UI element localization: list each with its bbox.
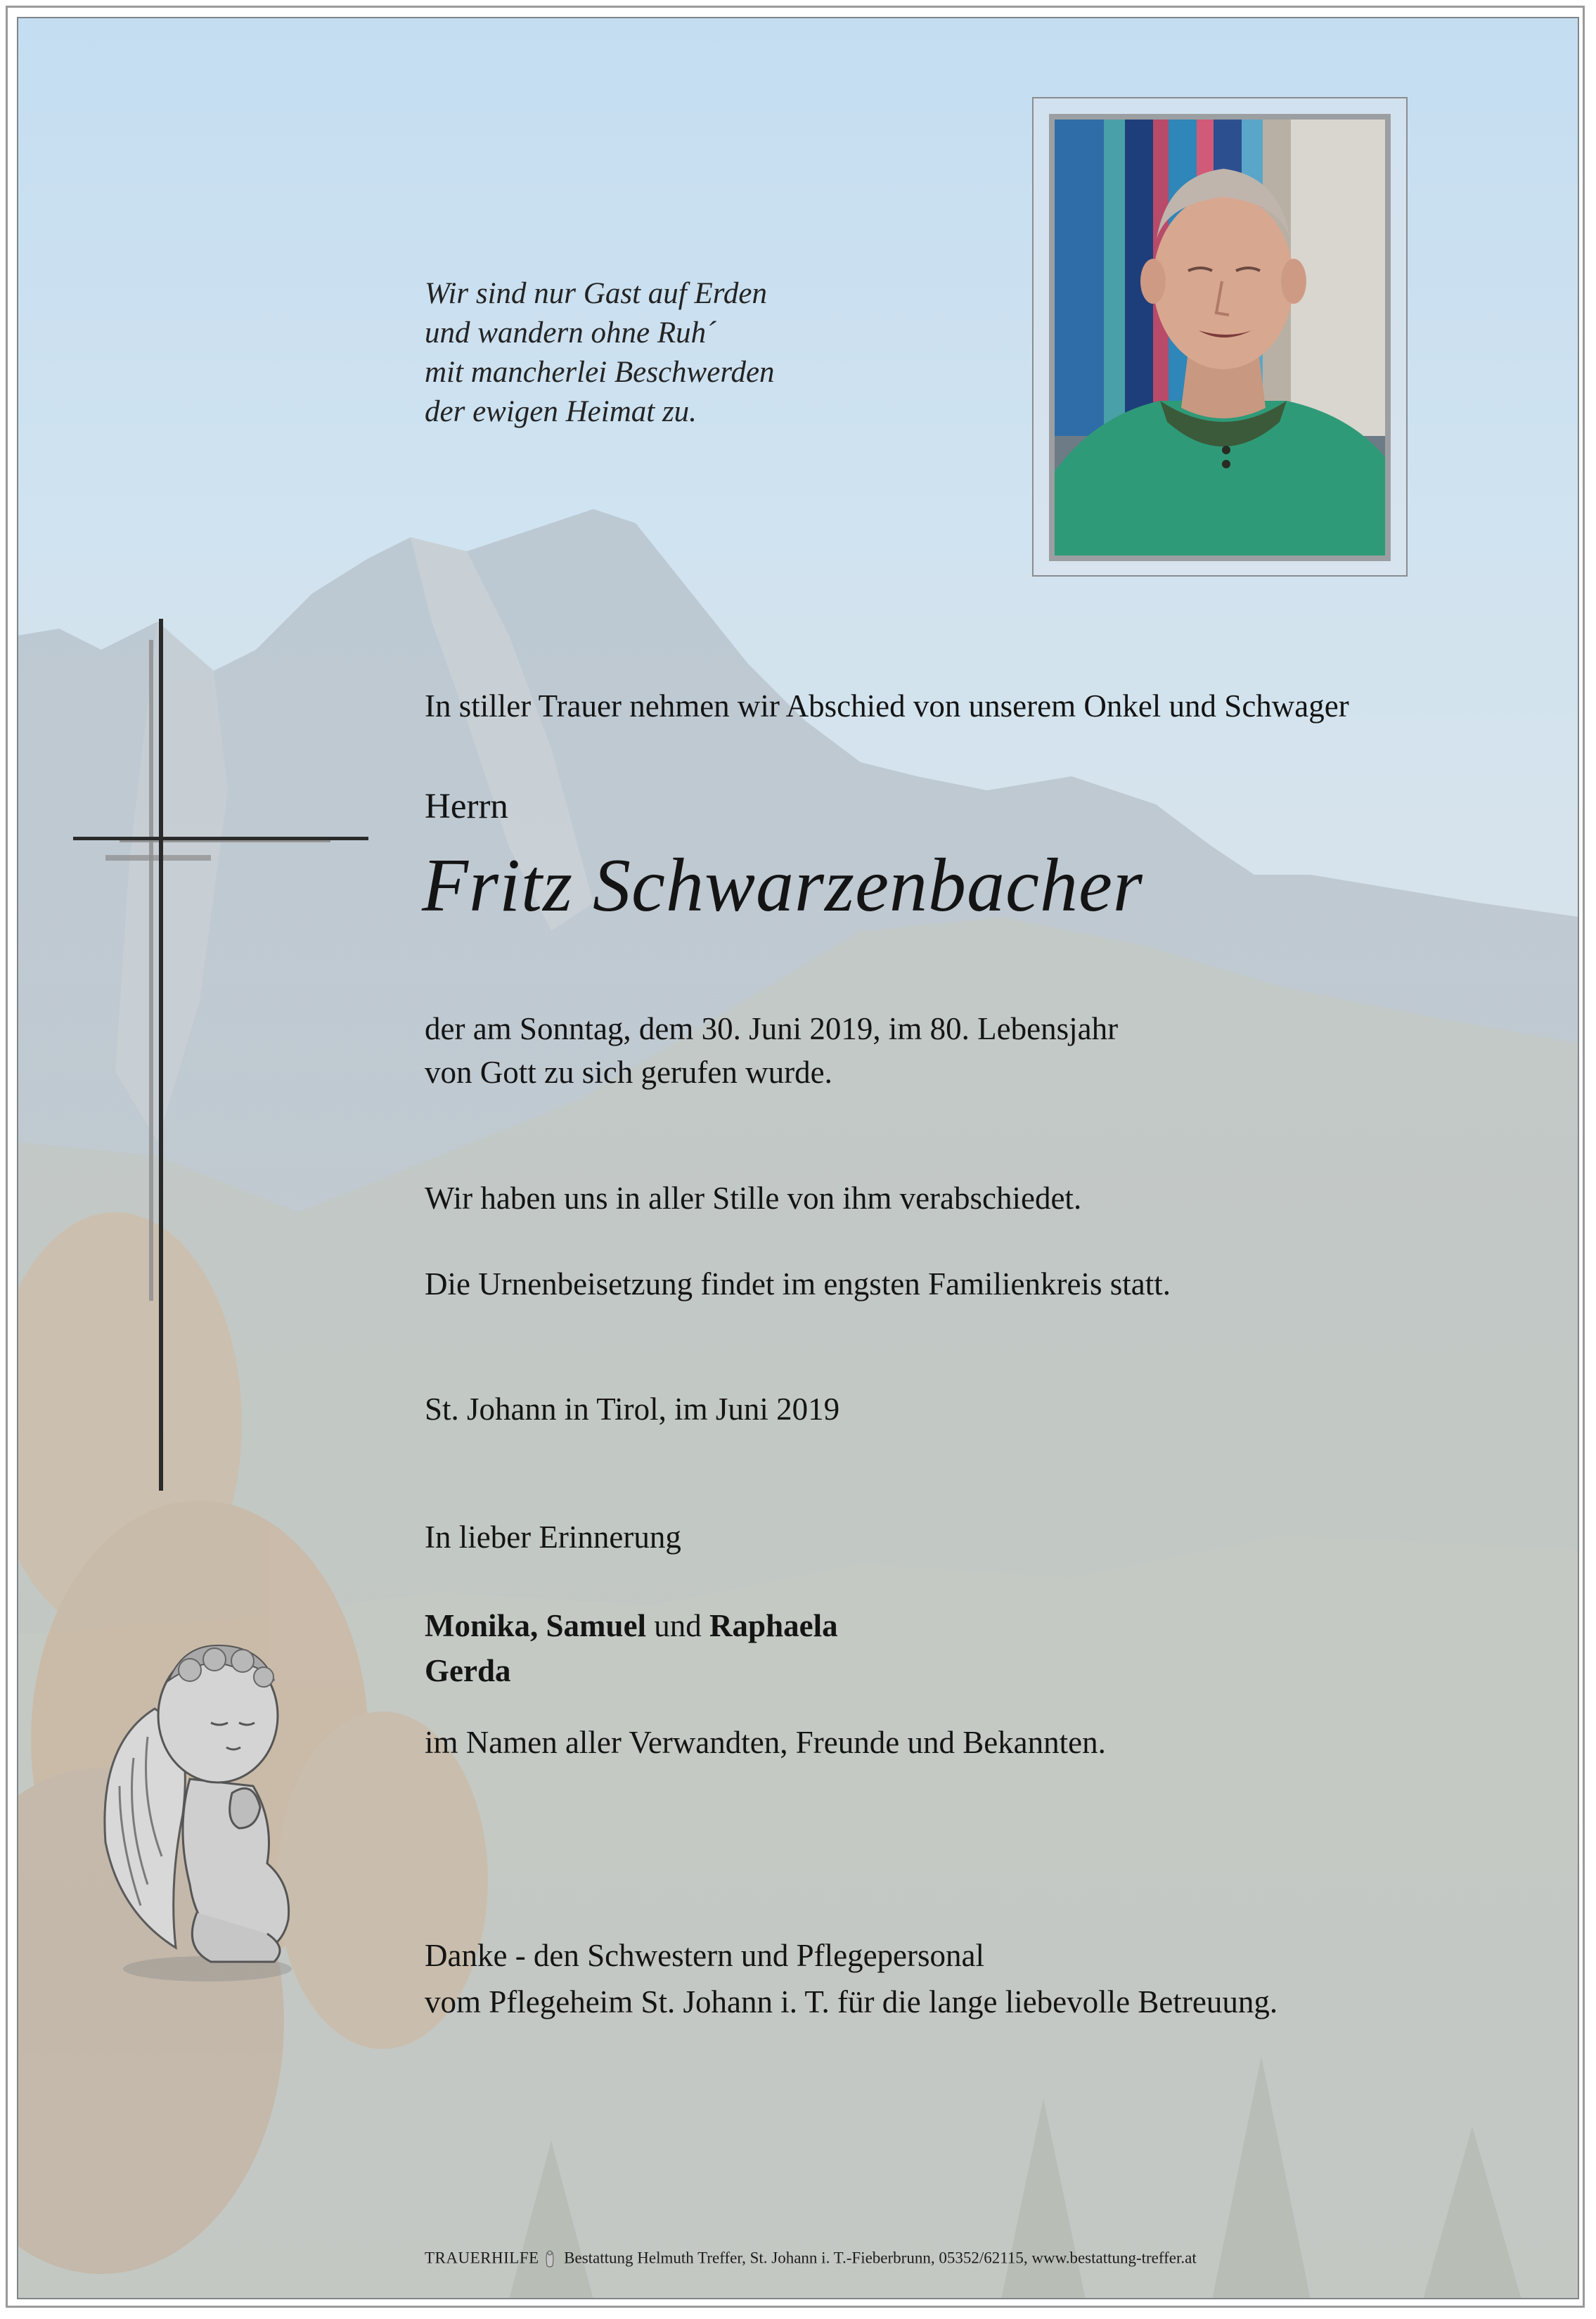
mourners-line (425, 1603, 838, 1648)
death-notice-line: von Gott zu sich gerufen wurde. (425, 1055, 832, 1090)
urn-burial-text: Die Urnenbeisetzung findet im engsten Familienkreis statt. (425, 1266, 1171, 1302)
mourner-name: Gerda (425, 1653, 511, 1688)
mourners (425, 1603, 838, 1693)
cross-icon (63, 619, 373, 1491)
poem-quote (425, 274, 917, 432)
memory-text: In lieber Erinnerung (425, 1520, 681, 1555)
angel-figurine-icon (91, 1617, 316, 1983)
thanks-line: vom Pflegeheim St. Johann i. T. für die lange liebevolle Betreuung. (425, 1984, 1278, 2019)
salutation: Herrn (425, 787, 508, 826)
quote-line: mit mancherlei Beschwerden (425, 356, 775, 389)
angel-mini-icon (544, 2249, 555, 2270)
mourner-name: Raphaela (709, 1608, 838, 1643)
quote-line: Wir sind nur Gast auf Erden (425, 277, 767, 310)
death-notice (425, 1007, 1118, 1094)
footer (425, 2249, 1197, 2270)
farewell-text: Wir haben uns in aller Stille von ihm verabschiedet. (425, 1181, 1082, 1216)
footer-text: Bestattung Helmuth Treffer, St. Johann i. T.-Fieberbrunn, 05352/62115, www.bestattung-treffer.at (564, 2249, 1197, 2267)
mourner-name: Samuel (546, 1608, 647, 1643)
mourner-name: Monika, (425, 1608, 539, 1643)
place-date: St. Johann in Tirol, im Juni 2019 (425, 1392, 840, 1427)
death-notice-line: der am Sonntag, dem 30. Juni 2019, im 80. Lebensjahr (425, 1011, 1119, 1046)
mourners-conjunction: und (654, 1608, 702, 1643)
relatives-text: im Namen aller Verwandten, Freunde und Bekannten. (425, 1725, 1106, 1760)
deceased-name: Fritz Schwarzenbacher (422, 844, 1143, 927)
quote-line: und wandern ohne Ruh´ (425, 316, 716, 349)
quote-line: der ewigen Heimat zu. (425, 395, 697, 428)
portrait-photo (1049, 114, 1391, 561)
thanks-line: Danke - den Schwestern und Pflegepersonal (425, 1938, 985, 1973)
mourners-line (425, 1648, 838, 1693)
intro-text: In stiller Trauer nehmen wir Abschied von unserem Onkel und Schwager (425, 688, 1349, 724)
footer-brand: TRAUERHILFE (425, 2249, 539, 2267)
thanks-text (425, 1932, 1278, 2025)
